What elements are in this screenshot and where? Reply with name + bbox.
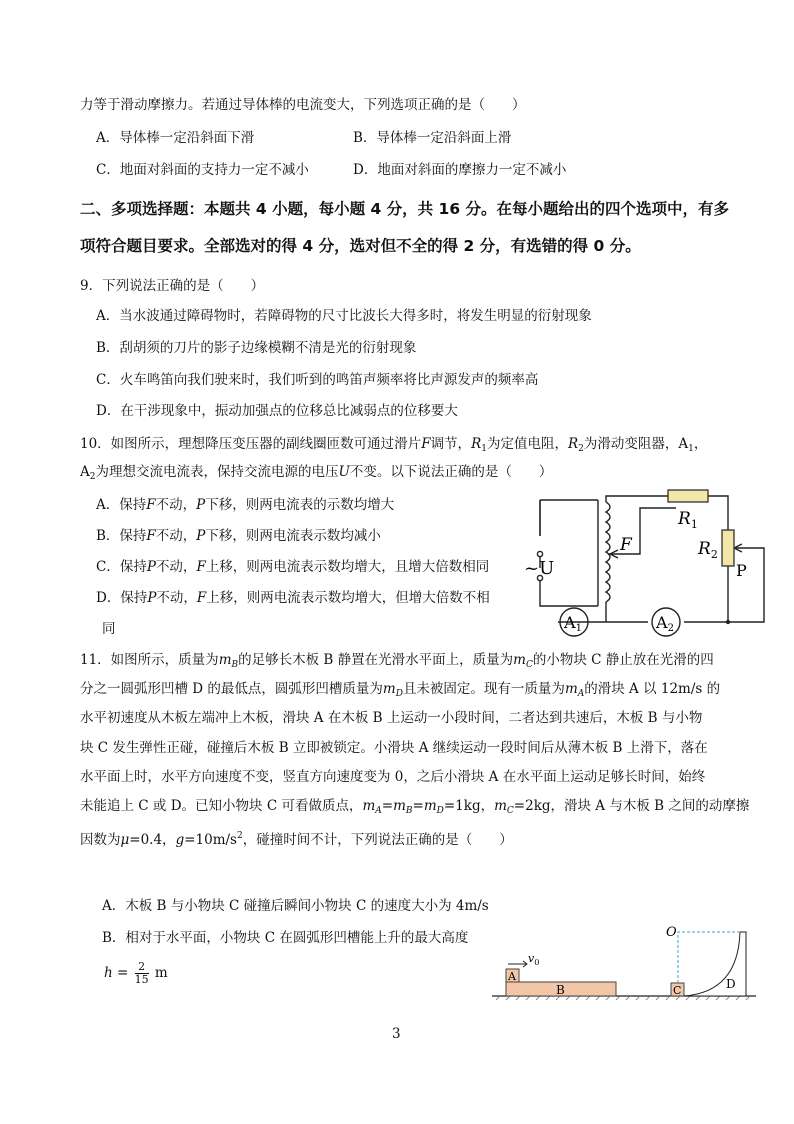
q9-option-c: C．火车鸣笛向我们驶来时，我们听到的鸣笛声频率将比声源发声的频率高 bbox=[96, 372, 539, 388]
q8-option-b: B．导体棒一定沿斜面上滑 bbox=[353, 130, 512, 146]
groove-d bbox=[684, 932, 746, 996]
terminal-top bbox=[537, 551, 542, 556]
q9-stem: 9．下列说法正确的是（ ） bbox=[80, 278, 265, 294]
transformer-circuit-diagram bbox=[524, 488, 780, 640]
q9-option-a: A．当水波通过障碍物时，若障碍物的尺寸比波长大得多时，将发生明显的衍射现象 bbox=[96, 308, 592, 324]
label-f: F bbox=[620, 535, 632, 555]
label-v0: $v_0$ bbox=[528, 952, 540, 967]
q10-option-d: D．保持P不动，F上移，则两电流表示数均增大，但增大倍数不相 bbox=[96, 590, 490, 606]
q8-option-d: D．地面对斜面的摩擦力一定不减小 bbox=[353, 162, 567, 178]
q11-option-b: B．相对于水平面，小物块 C 在圆弧形凹槽能上升的最大高度 bbox=[102, 930, 469, 946]
junction-dot bbox=[726, 620, 730, 624]
label-a: A bbox=[508, 970, 516, 983]
resistor-r2 bbox=[722, 530, 734, 566]
q11-option-b-formula: h = $\frac{2}{15}$ m bbox=[104, 960, 168, 986]
source-label: ~U bbox=[524, 558, 555, 579]
q10-stem-line1: 10．如图所示，理想降压变压器的副线圈匝数可通过滑片F调节，$R_1$为定值电阻，$R_2$为滑动变阻器，$A_1$， bbox=[80, 436, 708, 454]
q8-option-c: C．地面对斜面的支持力一定不减小 bbox=[96, 162, 309, 178]
q11-stem-line7: 因数为μ=0.4，$g=10m/s^2$，碰撞时间不计，下列说法正确的是（ ） bbox=[80, 831, 513, 848]
label-p: P bbox=[736, 561, 747, 580]
section2-heading-line2: 项符合题目要求。全部选对的得 4 分，选对但不全的得 2 分，有选错的得 0 分。 bbox=[80, 237, 641, 255]
q8-option-a: A．导体棒一定沿斜面下滑 bbox=[96, 130, 255, 146]
label-a1: A1 bbox=[564, 613, 582, 634]
q11-stem-line3: 水平初速度从木板左端冲上木板，滑块 A 在木板 B 上运动一小段时间，二者达到共速后，木板 B 与小物 bbox=[80, 710, 703, 726]
label-r2: $R_2$ bbox=[698, 539, 718, 561]
resistor-r1 bbox=[668, 490, 708, 502]
slider-f-wire bbox=[608, 508, 676, 554]
q11-stem-line5: 水平面上时，水平方向速度不变，竖直方向速度变为 0，之后小滑块 A 在水平面上运动足够长时间，始终 bbox=[80, 769, 706, 785]
q11-option-a: A．木板 B 与小物块 C 碰撞后瞬间小物块 C 的速度大小为 4m/s bbox=[102, 898, 489, 914]
section2-heading-line1: 二、多项选择题：本题共 4 小题，每小题 4 分，共 16 分。在每小题给出的四个选项中，有多 bbox=[80, 200, 730, 218]
label-d: D bbox=[726, 977, 736, 991]
secondary-coil bbox=[606, 502, 610, 602]
q10-option-c: C．保持P不动，F上移，则两电流表示数均增大，且增大倍数相同 bbox=[96, 559, 490, 575]
q8-stem: 力等于滑动摩擦力。若通过导体棒的电流变大，下列选项正确的是（ ） bbox=[80, 97, 526, 113]
q9-option-d: D．在干涉现象中，振动加强点的位移总比减弱点的位移要大 bbox=[96, 403, 458, 419]
primary-wire bbox=[540, 500, 598, 606]
q11-stem-line6: 未能追上 C 或 D。已知小物块 C 可看做质点，$m_A=m_B=m_D=1kg$，$m_C=2kg$，滑块 A 与木板 B 之间的动摩擦 bbox=[80, 798, 750, 816]
q11-stem-line2: 分之一圆弧形凹槽 D 的最低点，圆弧形凹槽质量为$m_D$且未被固定。现有一质量为$m_A$的滑块 A 以 12m/s 的 bbox=[80, 681, 721, 699]
label-o: O bbox=[666, 925, 677, 940]
q11-stem-line4: 块 C 发生弹性正碰，碰撞后木板 B 立即被锁定。小滑块 A 继续运动一段时间后从薄木板 B 上滑下，落在 bbox=[80, 740, 708, 756]
page-number: 3 bbox=[392, 1026, 401, 1042]
label-r1: $R_1$ bbox=[678, 509, 698, 531]
label-b: B bbox=[556, 983, 565, 997]
q11-stem-line1: 11．如图所示，质量为$m_B$的足够长木板 B 静置在光滑水平面上，质量为$m_C$的小物块 C 静止放在光滑的四 bbox=[80, 652, 714, 670]
q10-option-b: B．保持F不动，P下移，则两电流表示数均减小 bbox=[96, 528, 381, 544]
q10-option-a: A．保持F不动，P下移，则两电流表的示数均增大 bbox=[96, 497, 395, 513]
block-board-groove-diagram bbox=[490, 918, 760, 1002]
secondary-wire-top bbox=[606, 496, 676, 502]
label-a2: A2 bbox=[656, 613, 674, 634]
q9-option-b: B．刮胡须的刀片的影子边缘模糊不清是光的衍射现象 bbox=[96, 340, 417, 356]
label-c: C bbox=[673, 984, 682, 997]
fraction: $\frac{2}{15}$ bbox=[134, 960, 149, 986]
q10-option-d-cont: 同 bbox=[102, 621, 116, 637]
q10-stem-line2: $A_2$为理想交流电流表，保持交流电源的电压U不变。以下说法正确的是（ ） bbox=[80, 464, 553, 482]
